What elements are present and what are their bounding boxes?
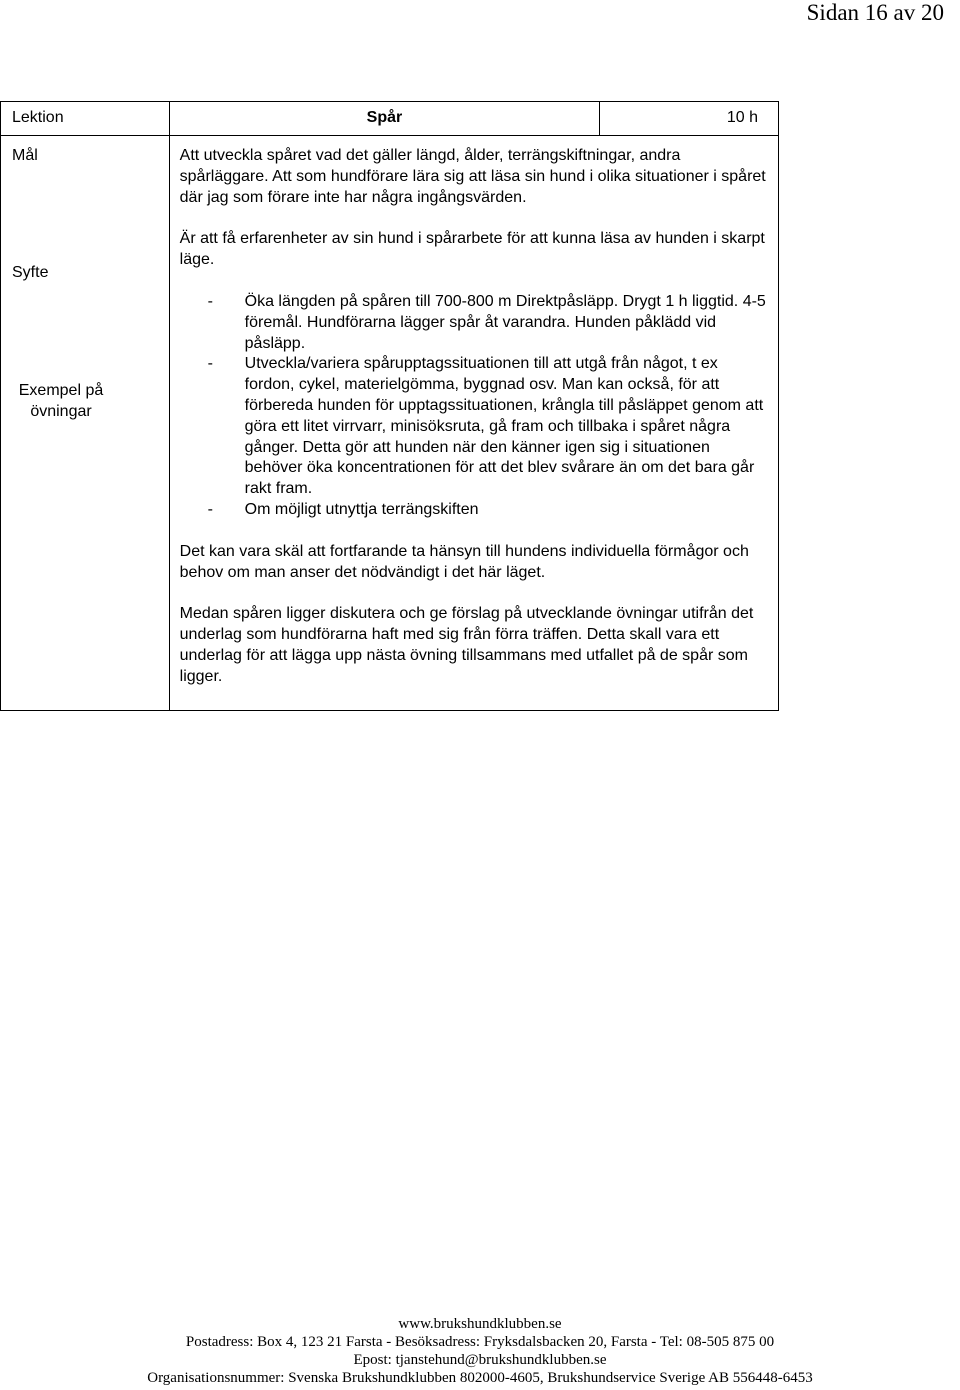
mal-text: Att utveckla spåret vad det gäller längd, ålder, terrängskiftningar, andra spårläggare. Att som hundförare lära sig att läsa sin hund i olika situationer i spåret där jag som förare inte har några ingångsvärden. (179, 147, 766, 206)
footer-org: Organisationsnummer: Svenska Brukshundklubben 802000-4605, Brukshundservice Sverige AB 556448-6453 (147, 1370, 813, 1386)
note-paragraph: Medan spåren ligger diskutera och ge förslag på utvecklande övningar utifrån det underlag som hundförarna haft med sig från förra träffen. Detta skall vara ett underlag för att lägga upp nästa övning tillsammans med utfallet på de spår som ligger. (179, 605, 754, 685)
exercise-list (180, 292, 766, 521)
footer-website: www.brukshundklubben.se (398, 1316, 562, 1332)
lesson-hours: 10 h (600, 102, 779, 136)
lesson-table (0, 101, 779, 711)
label-mal: Mål (12, 147, 38, 164)
label-syfte: Syfte (12, 263, 49, 281)
lesson-label: Lektion (1, 102, 170, 136)
page-number: Sidan 16 av 20 (806, 0, 944, 25)
footer-email: Epost: tjanstehund@brukshundklubben.se (353, 1352, 607, 1368)
footer-address: Postadress: Box 4, 123 21 Farsta - Besöksadress: Fryksdalsbacken 20, Farsta - Tel: 08-505 875 00 (185, 1334, 775, 1350)
lesson-body-row (1, 136, 779, 711)
row-labels (1, 136, 170, 711)
lesson-title: Spår (169, 102, 600, 136)
label-exempel: Exempel på övningar (18, 382, 104, 420)
exercise-item: - Om möjligt utnyttja terrängskiften (180, 500, 766, 521)
exercise-item: - Öka längden på spåren till 700-800 m Direktpåsläpp. Drygt 1 h liggtid. 4-5 föremål. Hundförarna lägger spår åt varandra. Hunden påklädd vid påsläpp. (180, 292, 766, 354)
exercise-item: - Utveckla/variera spårupptagssituationen till att utgå från något, t ex fordon, cykel, materielgömma, byggnad osv. Man kan också, för att förbereda hunden för upptagssituationen, krångla till påsläppet genom att göra ett litet virrvarr, minisöksruta, gå fram och tillbaka i spåret några gånger. Detta gör att hunden när den känner igen sig i situationen behöver öka koncentrationen för att det blev svårare än om det bara går rakt fram. (180, 354, 766, 500)
page-footer (0, 1315, 960, 1387)
note-paragraph: Det kan vara skäl att fortfarande ta hänsyn till hundens individuella förmågor och behov om man anser det nödvändigt i det här läget. (179, 542, 749, 581)
lesson-content (169, 136, 778, 711)
lesson-header-row (1, 102, 779, 136)
syfte-text: Är att få erfarenheter av sin hund i spårarbete för att kunna läsa av hunden i skarpt läge. (179, 230, 765, 269)
